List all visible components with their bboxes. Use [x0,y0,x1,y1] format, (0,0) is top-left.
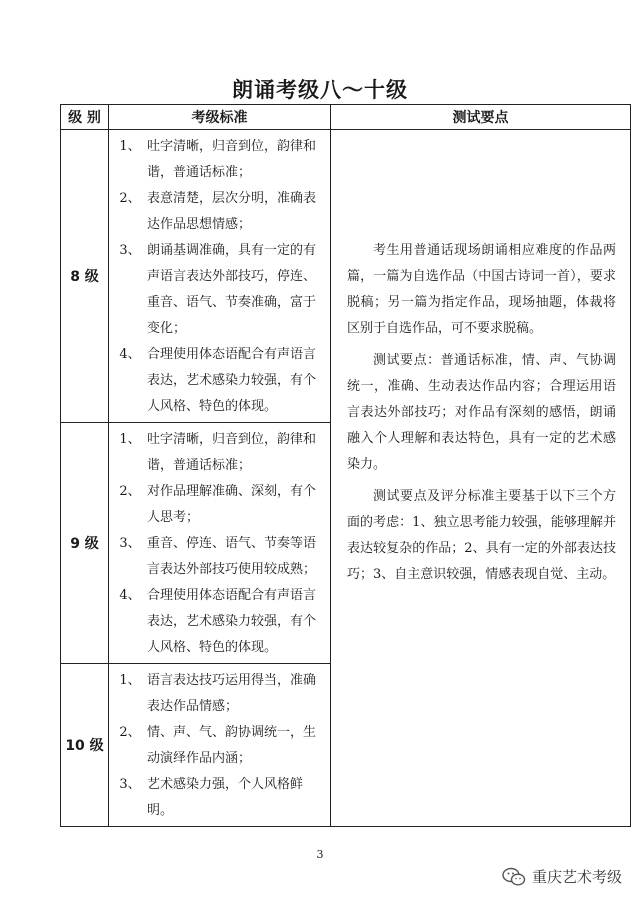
criteria-item [113,479,324,531]
criteria-text: 吐字清晰，归音到位，韵律和谐，普通话标准； [147,432,317,473]
table-header-row [61,105,631,130]
criteria-number: 1、 [119,139,141,154]
criteria-number: 2、 [119,191,141,206]
criteria-number: 3、 [119,243,141,258]
test-points-paragraph: 测试要点：普通话标准，情、声、气协调统一，准确、生动表达作品内容；合理运用语言表达外部技巧；对作品有深刻的感悟，朗诵融入个人理解和表达特色，具有一定的艺术感染力。 [347,353,616,472]
criteria-item [113,772,324,824]
test-points-paragraph: 考生用普通话现场朗诵相应难度的作品两篇，一篇为自选作品（中国古诗词一首），要求脱稿；另一篇为指定作品，现场抽题，体裁将区别于自选作品，可不要求脱稿。 [347,243,616,336]
criteria-item [113,720,324,772]
criteria-item [113,531,324,583]
test-points-cell [331,130,631,827]
criteria-text: 对作品理解准确、深刻，有个人思考； [147,484,317,525]
criteria-list [109,130,330,422]
table-row-level-8 [61,130,631,423]
criteria-number: 3、 [119,536,141,551]
wechat-icon [502,867,526,887]
criteria-text: 合理使用体态语配合有声语言表达，艺术感染力较强，有个人风格、特色的体现。 [147,588,317,655]
header-test-points: 测试要点 [331,105,631,130]
criteria-number: 2、 [119,725,141,740]
level-name: 10 级 [61,664,109,827]
level-name: 8 级 [61,130,109,423]
criteria-text: 语言表达技巧运用得当，准确表达作品情感； [147,673,317,714]
criteria-item [113,186,324,238]
criteria-number: 1、 [119,673,141,688]
criteria-item [113,427,324,479]
criteria-number: 4、 [119,347,141,362]
criteria-list [109,423,330,663]
page-number: 3 [316,848,324,861]
criteria-number: 1、 [119,432,141,447]
criteria-text: 艺术感染力强，个人风格鲜明。 [147,777,304,818]
test-points-paragraph: 测试要点及评分标准主要基于以下三个方面的考虑：1、独立思考能力较强，能够理解并表达较复杂的作品；2、具有一定的外部表达技巧；3、自主意识较强，情感表现自觉、主动。 [347,489,616,582]
criteria-list [109,664,330,826]
criteria-text: 表意清楚，层次分明，准确表达作品思想情感； [147,191,317,232]
level-name: 9 级 [61,423,109,664]
header-criteria: 考级标准 [109,105,331,130]
criteria-item [113,238,324,342]
criteria-number: 3、 [119,777,141,792]
criteria-item [113,583,324,661]
watermark-text: 重庆艺术考级 [531,868,622,886]
watermark [502,866,622,887]
criteria-text: 重音、停连、语气、节奏等语言表达外部技巧使用较成熟； [147,536,317,577]
criteria-item [113,342,324,420]
criteria-cell [109,664,331,827]
criteria-cell [109,423,331,664]
criteria-number: 2、 [119,484,141,499]
criteria-text: 情、声、气、韵协调统一，生动演绎作品内涵； [147,725,317,766]
exam-standards-table [60,104,631,827]
criteria-item [113,134,324,186]
criteria-text: 朗诵基调准确，具有一定的有声语言表达外部技巧，停连、重音、语气、节奏准确，富于变化； [147,243,317,336]
criteria-item [113,668,324,720]
criteria-text: 吐字清晰，归音到位，韵律和谐，普通话标准； [147,139,317,180]
criteria-cell [109,130,331,423]
criteria-number: 4、 [119,588,141,603]
page-title: 朗诵考级八～十级 [232,78,408,102]
header-level: 级 别 [61,105,109,130]
criteria-text: 合理使用体态语配合有声语言表达，艺术感染力较强，有个人风格、特色的体现。 [147,347,317,414]
